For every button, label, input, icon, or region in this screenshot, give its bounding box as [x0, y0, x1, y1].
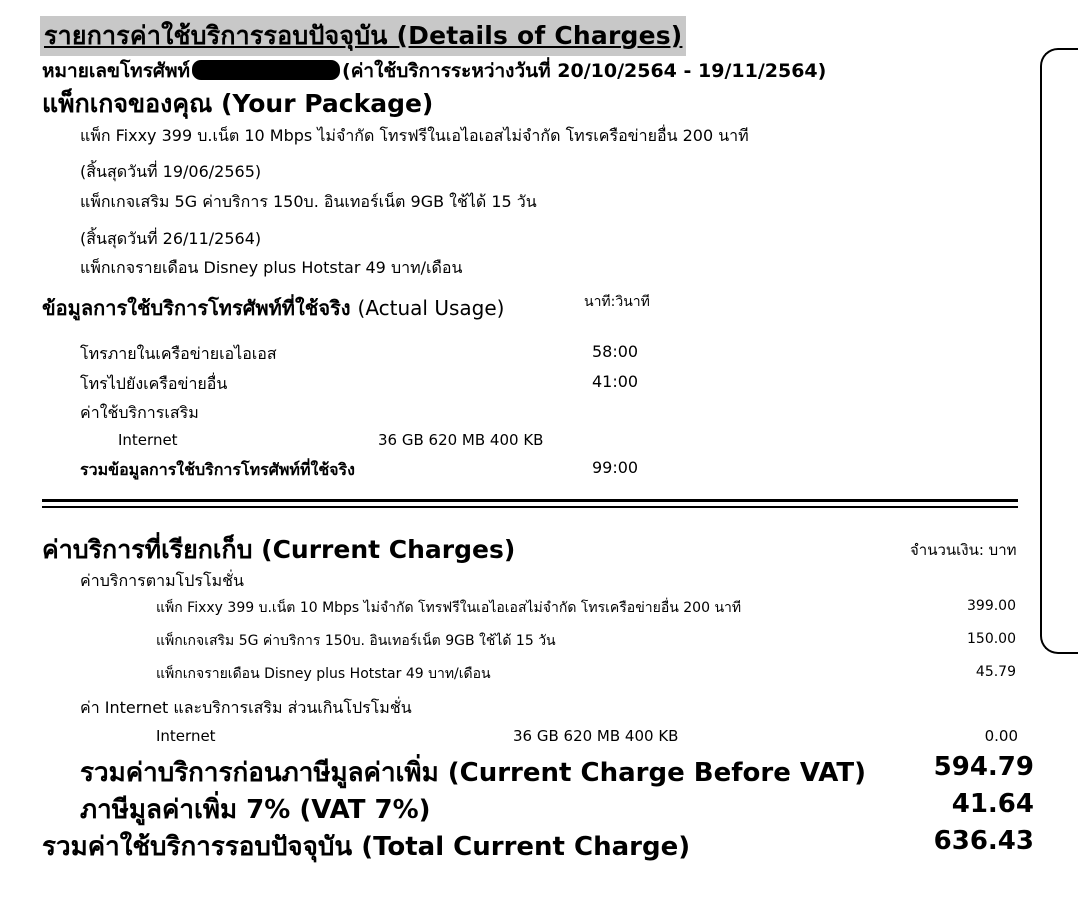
phone-period-line: [42, 56, 826, 86]
usage-row-label: โทรภายในเครือข่ายเอไอเอส: [80, 344, 277, 363]
usage-row-value: 58:00: [592, 342, 639, 361]
phone-label: หมายเลขโทรศัพท์: [42, 60, 191, 82]
promo-item-amount: 150.00: [967, 631, 1016, 647]
usage-total-value: 99:00: [592, 458, 639, 477]
vat-label: ภาษีมูลค่าเพิ่ม 7% (VAT 7%): [80, 795, 431, 825]
total-current-charge-amount: 636.43: [933, 826, 1034, 856]
promo-item-label: แพ็ก Fixxy 399 บ.เน็ต 10 Mbps ไม่จำกัด โทรฟรีในเอไอเอสไม่จำกัด โทรเครือข่ายอื่น 200 นาที: [156, 600, 742, 616]
document-title: รายการค่าใช้บริการรอบปัจจุบัน (Details of Charges): [40, 16, 686, 56]
before-vat-label: รวมค่าบริการก่อนภาษีมูลค่าเพิ่ม (Current Charge Before VAT): [80, 758, 866, 788]
before-vat-amount: 594.79: [933, 752, 1034, 782]
extra-charges-label: ค่า Internet และบริการเสริม ส่วนเกินโปรโมชั่น: [80, 698, 412, 717]
internet-label: Internet: [118, 431, 178, 449]
usage-heading-en: (Actual Usage): [357, 296, 505, 320]
billing-period: (ค่าใช้บริการระหว่างวันที่ 20/10/2564 - 19/11/2564): [342, 60, 827, 82]
package-line: แพ็กเกจรายเดือน Disney plus Hotstar 49 บาท/เดือน: [80, 258, 463, 277]
promo-label: ค่าบริการตามโปรโมชั่น: [80, 571, 244, 590]
usage-total-label: รวมข้อมูลการใช้บริการโทรศัพท์ที่ใช้จริง: [80, 460, 355, 479]
usage-row-value: 41:00: [592, 372, 639, 391]
usage-unit-label: นาที:วินาที: [584, 294, 650, 310]
promo-item-label: แพ็กเกจรายเดือน Disney plus Hotstar 49 บาท/เดือน: [156, 666, 491, 682]
charges-internet-usage: 36 GB 620 MB 400 KB: [513, 727, 679, 745]
usage-row-label: โทรไปยังเครือข่ายอื่น: [80, 374, 228, 393]
promo-item-amount: 399.00: [967, 598, 1016, 614]
divider-top: [42, 499, 1018, 502]
usage-heading-th: ข้อมูลการใช้บริการโทรศัพท์ที่ใช้จริง: [42, 296, 351, 320]
currency-label: จำนวนเงิน: บาท: [910, 541, 1017, 559]
charges-internet-label: Internet: [156, 727, 216, 745]
internet-usage: 36 GB 620 MB 400 KB: [378, 431, 544, 449]
side-bracket: [1040, 48, 1078, 654]
charges-internet-amount: 0.00: [984, 727, 1018, 745]
package-line: แพ็กเกจเสริม 5G ค่าบริการ 150บ. อินเทอร์เน็ต 9GB ใช้ได้ 15 วัน: [80, 192, 537, 211]
package-line: (สิ้นสุดวันที่ 26/11/2564): [80, 229, 262, 248]
redacted-phone-number: [192, 60, 340, 80]
divider-bottom: [42, 506, 1018, 508]
total-current-charge-label: รวมค่าใช้บริการรอบปัจจุบัน (Total Current Charge): [42, 832, 691, 862]
addon-label: ค่าใช้บริการเสริม: [80, 403, 199, 422]
promo-item-label: แพ็กเกจเสริม 5G ค่าบริการ 150บ. อินเทอร์เน็ต 9GB ใช้ได้ 15 วัน: [156, 633, 556, 649]
package-line: แพ็ก Fixxy 399 บ.เน็ต 10 Mbps ไม่จำกัด โทรฟรีในเอไอเอสไม่จำกัด โทรเครือข่ายอื่น 200 นาที: [80, 126, 749, 145]
promo-item-amount: 45.79: [975, 664, 1016, 680]
usage-heading: [42, 292, 504, 324]
charges-heading: ค่าบริการที่เรียกเก็บ (Current Charges): [42, 535, 516, 564]
package-line: (สิ้นสุดวันที่ 19/06/2565): [80, 162, 262, 181]
vat-amount: 41.64: [951, 789, 1034, 819]
package-heading: แพ็กเกจของคุณ (Your Package): [42, 89, 434, 118]
